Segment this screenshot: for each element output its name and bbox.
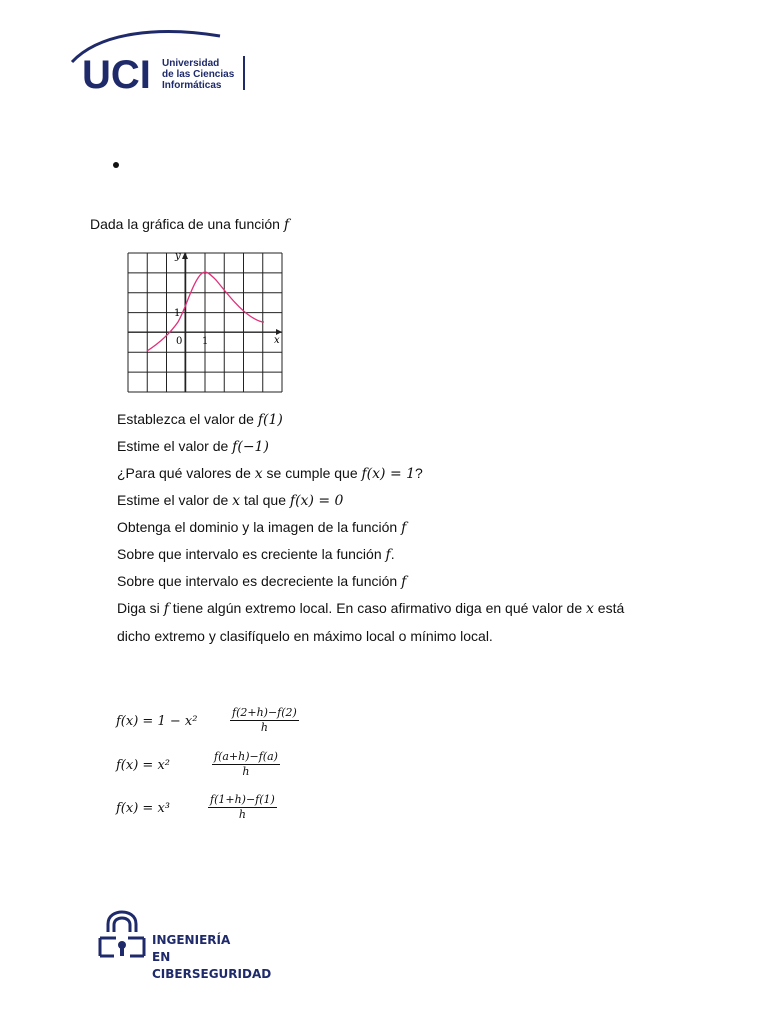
y-axis-label: y [175,251,181,262]
dq1-denominator: h [260,721,268,734]
uci-logo [70,28,260,103]
difference-quotient-3 [208,793,277,822]
footer-line-2: EN CIBERSEGURIDAD [152,950,272,981]
dq2-denominator: h [242,765,250,778]
dq3-denominator: h [238,808,246,821]
dq1-numerator: f(2+h)−f(2) [232,706,297,719]
graph-grid [128,253,282,392]
x-tick-label-1: 1 [202,336,209,347]
footer-line-1: INGENIERÍA [152,933,231,947]
x-axis-label: x [274,335,280,346]
question-4: Estime el valor de x tal que f(x) = 0 [117,492,344,509]
question-5: Obtenga el dominio y la imagen de la función f [117,519,407,536]
question-7: Sobre que intervalo es decreciente la función f [117,573,407,590]
y-tick-label-1: 1 [174,308,181,319]
dq3-numerator: f(1+h)−f(1) [210,793,275,806]
university-line-1: Universidad [162,58,220,69]
university-name [162,58,234,91]
function-2: f(x) = x² [116,758,170,773]
question-2: Estime el valor de f(−1) [117,438,269,455]
empty-bullet [113,162,119,168]
difference-quotient-2 [212,750,280,779]
question-8: Diga si f tiene algún extremo local. En caso afirmativo diga en qué valor de x está [117,600,625,617]
ciberseguridad-text [152,932,271,983]
padlock-icon [96,910,148,966]
function-3: f(x) = x³ [116,801,170,816]
question-9: dicho extremo y clasifíquelo en máximo local o mínimo local. [117,628,493,644]
difference-quotient-1 [230,706,299,735]
university-line-2: de las Ciencias [162,69,235,80]
intro-text [90,216,289,233]
origin-label: 0 [176,336,183,347]
dq2-numerator: f(a+h)−f(a) [214,750,278,763]
intro-var: f [283,217,289,233]
function-graph [126,250,286,395]
university-line-3: Informáticas [162,80,222,91]
intro-label: Dada la gráfica de una función [90,216,284,232]
question-1: Establezca el valor de f(1) [117,411,283,428]
function-1: f(x) = 1 − x² [116,714,198,729]
ciberseguridad-logo [96,910,272,981]
question-6: Sobre que intervalo es creciente la función f. [117,546,395,563]
question-3: ¿Para qué valores de x se cumple que f(x) = 1? [117,465,423,482]
uci-logo-text: UCI [82,53,151,97]
